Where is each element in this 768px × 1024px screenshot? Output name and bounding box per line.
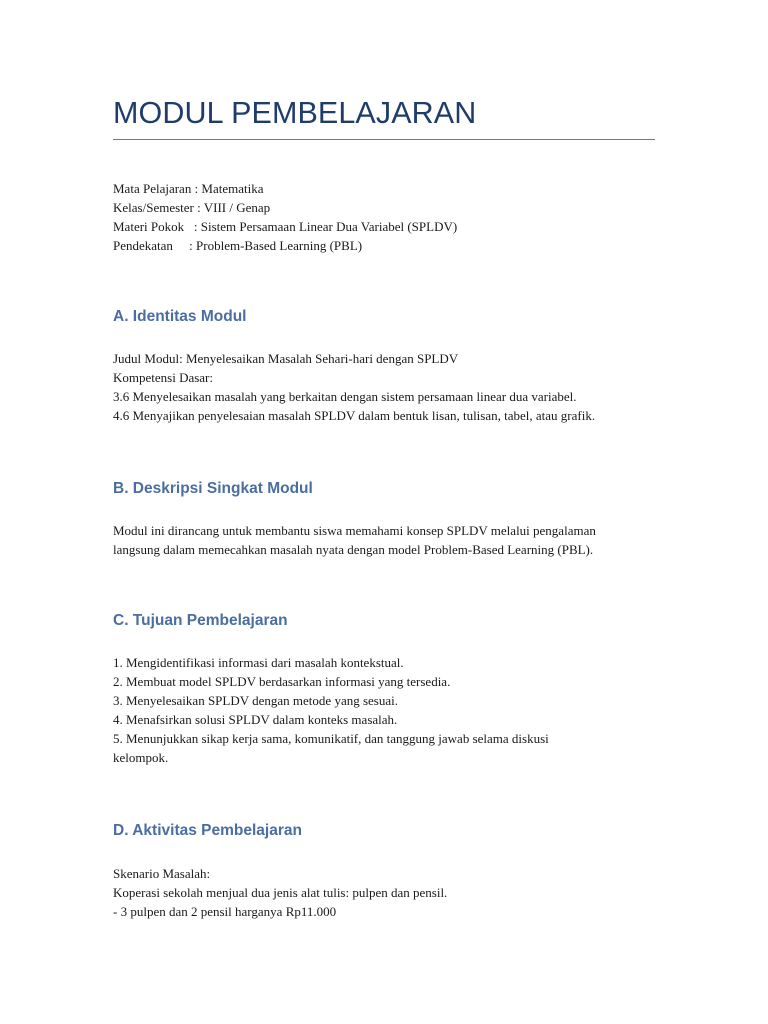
scenario-text: Koperasi sekolah menjual dua jenis alat tulis: pulpen dan pensil. bbox=[113, 885, 448, 900]
objective-item: 1. Mengidentifikasi informasi dari masalah kontekstual. bbox=[113, 655, 404, 670]
scenario-label: Skenario Masalah: bbox=[113, 866, 211, 881]
module-title-line: Judul Modul: Menyelesaikan Masalah Sehari-hari dengan SPLDV bbox=[113, 351, 459, 366]
objective-item: 3. Menyelesaikan SPLDV dengan metode yang sesuai. bbox=[113, 693, 398, 708]
section-a-heading: A. Identitas Modul bbox=[113, 308, 247, 325]
section-b-body bbox=[113, 521, 655, 559]
objective-item: 4. Menafsirkan solusi SPLDV dalam konteks masalah. bbox=[113, 712, 398, 727]
competency-label: Kompetensi Dasar: bbox=[113, 370, 214, 385]
objective-item: 5. Menunjukkan sikap kerja sama, komunikatif, dan tanggung jawab selama diskusi bbox=[113, 731, 549, 746]
meta-approach: Pendekatan : Problem-Based Learning (PBL) bbox=[113, 238, 363, 253]
objective-item-continuation: kelompok. bbox=[113, 750, 169, 765]
module-meta bbox=[113, 179, 655, 255]
section-d-body bbox=[113, 864, 655, 921]
competency-3-6: 3.6 Menyelesaikan masalah yang berkaitan dengan sistem persamaan linear dua variabel. bbox=[113, 389, 577, 404]
meta-topic: Materi Pokok : Sistem Persamaan Linear Dua Variabel (SPLDV) bbox=[113, 219, 458, 234]
section-b-heading: B. Deskripsi Singkat Modul bbox=[113, 480, 313, 497]
objective-item: 2. Membuat model SPLDV berdasarkan informasi yang tersedia. bbox=[113, 674, 451, 689]
scenario-item: - 3 pulpen dan 2 pensil harganya Rp11.000 bbox=[113, 904, 337, 919]
description-line: langsung dalam memecahkan masalah nyata dengan model Problem-Based Learning (PBL). bbox=[113, 542, 594, 557]
competency-4-6: 4.6 Menyajikan penyelesaian masalah SPLDV dalam bentuk lisan, tulisan, tabel, atau grafik. bbox=[113, 408, 596, 423]
description-line: Modul ini dirancang untuk membantu siswa memahami konsep SPLDV melalui pengalaman bbox=[113, 523, 596, 538]
section-c-body bbox=[113, 653, 655, 767]
document-title: MODUL PEMBELAJARAN bbox=[113, 96, 477, 130]
section-c-heading: C. Tujuan Pembelajaran bbox=[113, 612, 288, 629]
meta-class-semester: Kelas/Semester : VIII / Genap bbox=[113, 200, 271, 215]
section-a-body bbox=[113, 349, 655, 425]
title-underline bbox=[113, 139, 655, 140]
meta-subject: Mata Pelajaran : Matematika bbox=[113, 181, 264, 196]
section-d-heading: D. Aktivitas Pembelajaran bbox=[113, 822, 302, 839]
